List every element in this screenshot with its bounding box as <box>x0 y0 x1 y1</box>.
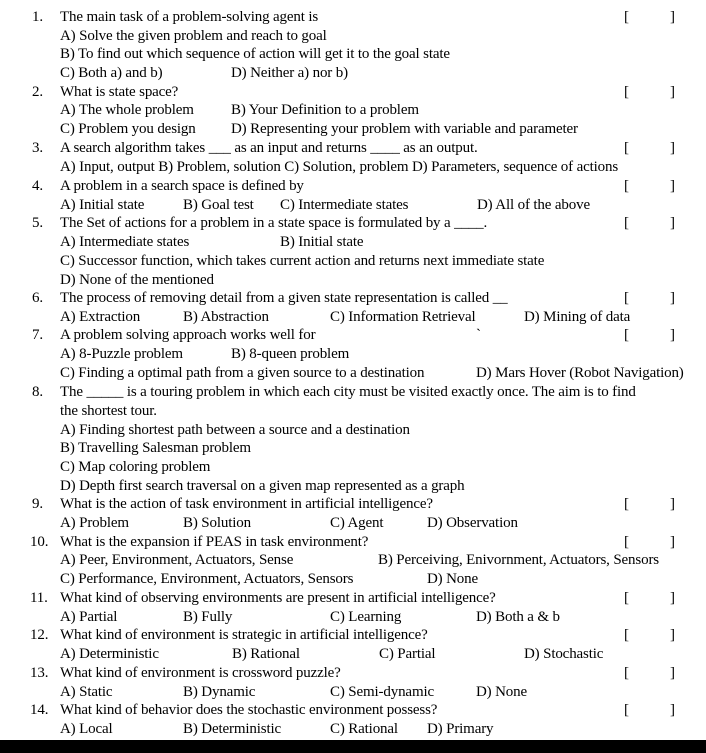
option-b: B) Solution <box>183 515 251 531</box>
option-c: C) Intermediate states <box>280 197 409 213</box>
option-d: D) Primary <box>427 721 494 737</box>
option-b: B) Fully <box>183 609 233 625</box>
option-a: A) Peer, Environment, Actuators, Sense <box>60 552 294 568</box>
answer-bracket-close: ] <box>670 9 675 25</box>
option-a: A) Deterministic <box>60 646 159 662</box>
question-number: 3. <box>32 140 43 156</box>
answer-bracket-close: ] <box>670 665 675 681</box>
question-number: 4. <box>32 178 43 194</box>
option-a: A) Intermediate states <box>60 234 190 250</box>
question-number: 8. <box>32 384 43 400</box>
question-number: 9. <box>32 496 43 512</box>
option-c: C) Map coloring problem <box>60 459 211 475</box>
option-d: D) Observation <box>427 515 518 531</box>
answer-bracket-close: ] <box>670 590 675 606</box>
answer-bracket-open: [ <box>624 627 629 643</box>
question-number: 14. <box>30 702 49 718</box>
answer-bracket-close: ] <box>670 327 675 343</box>
answer-bracket-open: [ <box>624 665 629 681</box>
question-text: A problem solving approach works well for <box>60 327 316 343</box>
question-text: What kind of behavior does the stochastic environment possess? <box>60 702 438 718</box>
question-number: 2. <box>32 84 43 100</box>
option-a: A) Extraction <box>60 309 141 325</box>
answer-bracket-open: [ <box>624 9 629 25</box>
option-b: B) Goal test <box>183 197 254 213</box>
question-text: What kind of observing environments are present in artificial intelligence? <box>60 590 496 606</box>
option-b: B) Travelling Salesman problem <box>60 440 251 456</box>
answer-bracket-close: ] <box>670 178 675 194</box>
answer-bracket-open: [ <box>624 534 629 550</box>
answer-bracket-close: ] <box>670 140 675 156</box>
option-d: D) Mars Hover (Robot Navigation) <box>476 365 684 381</box>
answer-bracket-close: ] <box>670 215 675 231</box>
option-b: B) Rational <box>232 646 300 662</box>
question-text: What is state space? <box>60 84 179 100</box>
question-number: 1. <box>32 9 43 25</box>
question-number: 7. <box>32 327 43 343</box>
option-c: C) Semi-dynamic <box>330 684 434 700</box>
answer-bracket-open: [ <box>624 496 629 512</box>
option-d: D) None of the mentioned <box>60 272 214 288</box>
option-c: C) Agent <box>330 515 384 531</box>
answer-bracket-close: ] <box>670 627 675 643</box>
option-c: C) Information Retrieval <box>330 309 476 325</box>
option-d: D) Depth first search traversal on a given map represented as a graph <box>60 478 465 494</box>
option-a: A) Partial <box>60 609 118 625</box>
question-number: 10. <box>30 534 49 550</box>
option-c: C) Partial <box>379 646 436 662</box>
answer-bracket-open: [ <box>624 702 629 718</box>
question-text: The process of removing detail from a given state representation is called __ <box>60 290 508 306</box>
option-b: B) Initial state <box>280 234 364 250</box>
option-b: B) 8-queen problem <box>231 346 350 362</box>
option-b: B) Your Definition to a problem <box>231 102 419 118</box>
option-c: C) Learning <box>330 609 402 625</box>
option-c: C) Problem you design <box>60 121 196 137</box>
option-c: C) Both a) and b) <box>60 65 163 81</box>
option-b: B) To find out which sequence of action will get it to the goal state <box>60 46 450 62</box>
answer-bracket-open: [ <box>624 140 629 156</box>
answer-bracket-open: [ <box>624 590 629 606</box>
answer-bracket-open: [ <box>624 84 629 100</box>
question-text: A problem in a search space is defined by <box>60 178 304 194</box>
answer-bracket-close: ] <box>670 84 675 100</box>
answer-bracket-open: [ <box>624 215 629 231</box>
option-a: A) Solve the given problem and reach to goal <box>60 28 327 44</box>
answer-bracket-open: [ <box>624 178 629 194</box>
question-text: The Set of actions for a problem in a state space is formulated by a ____. <box>60 215 488 231</box>
question-text: The main task of a problem-solving agent is <box>60 9 319 25</box>
option-d: D) Both a & b <box>476 609 560 625</box>
option-row: A) Input, output B) Problem, solution C) Solution, problem D) Parameters, sequence of actions <box>60 159 619 175</box>
answer-bracket-close: ] <box>670 290 675 306</box>
option-c: C) Finding a optimal path from a given source to a destination <box>60 365 425 381</box>
option-d: D) Mining of data <box>524 309 631 325</box>
answer-bracket-close: ] <box>670 534 675 550</box>
question-number: 5. <box>32 215 43 231</box>
question-text: A search algorithm takes ___ as an input and returns ____ as an output. <box>60 140 478 156</box>
option-d: D) Stochastic <box>524 646 604 662</box>
option-d: D) None <box>476 684 528 700</box>
question-number: 12. <box>30 627 49 643</box>
question-text: What kind of environment is strategic in artificial intelligence? <box>60 627 428 643</box>
option-a: A) Static <box>60 684 113 700</box>
option-b: B) Perceiving, Enivornment, Actuators, Sensors <box>378 552 659 568</box>
question-text: The _____ is a touring problem in which each city must be visited exactly once. The aim is to find <box>60 384 636 400</box>
option-d: D) Representing your problem with variable and parameter <box>231 121 578 137</box>
question-text: What is the action of task environment in artificial intelligence? <box>60 496 433 512</box>
option-a: A) Initial state <box>60 197 145 213</box>
question-text: What kind of environment is crossword puzzle? <box>60 665 341 681</box>
answer-bracket-close: ] <box>670 702 675 718</box>
question-number: 11. <box>30 590 48 606</box>
question-text: What is the expansion if PEAS in task environment? <box>60 534 369 550</box>
answer-bracket-open: [ <box>624 327 629 343</box>
stray-mark: ` <box>476 327 481 343</box>
question-number: 6. <box>32 290 43 306</box>
option-c: C) Successor function, which takes current action and returns next immediate state <box>60 253 545 269</box>
option-b: B) Deterministic <box>183 721 281 737</box>
option-a: A) 8-Puzzle problem <box>60 346 183 362</box>
option-d: D) Neither a) nor b) <box>231 65 348 81</box>
option-a: A) The whole problem <box>60 102 194 118</box>
option-a: A) Local <box>60 721 113 737</box>
option-d: D) All of the above <box>477 197 590 213</box>
option-c: C) Performance, Environment, Actuators, Sensors <box>60 571 354 587</box>
option-b: B) Abstraction <box>183 309 269 325</box>
question-text-continued: the shortest tour. <box>60 403 157 419</box>
answer-bracket-open: [ <box>624 290 629 306</box>
option-d: D) None <box>427 571 479 587</box>
option-b: B) Dynamic <box>183 684 256 700</box>
option-c: C) Rational <box>330 721 398 737</box>
question-number: 13. <box>30 665 49 681</box>
answer-bracket-close: ] <box>670 496 675 512</box>
option-a: A) Problem <box>60 515 129 531</box>
option-a: A) Finding shortest path between a source and a destination <box>60 422 410 438</box>
